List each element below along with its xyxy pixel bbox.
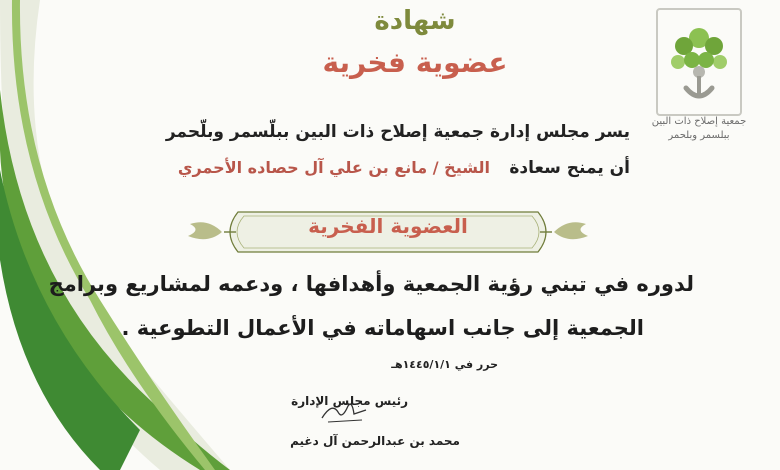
intro-text: يسر مجلس إدارة جمعية إصلاح ذات البين ببلّسمر وبلّحمر xyxy=(165,122,630,142)
recipient-name: الشيخ / مانع بن علي آل حصاده الأحمري xyxy=(177,158,490,177)
signatory-name: محمد بن عبدالرحمن آل دغيم xyxy=(290,434,460,448)
issue-date: حرر في ١٤٤٥/١/١هـ xyxy=(391,358,498,371)
reason-line-1: لدوره في تبني رؤية الجمعية وأهدافها ، ودعمه لمشاريع وبرامج xyxy=(48,272,694,296)
award-title: العضوية الفخرية xyxy=(308,214,468,238)
logo-caption-line-2: ببلسمر وبلحمر xyxy=(668,130,730,141)
tree-icon xyxy=(664,16,734,108)
certificate-subheading: عضوية فخرية xyxy=(322,46,508,79)
handwritten-signature xyxy=(318,398,370,426)
signatory-role: رئيس مجلس الإدارة xyxy=(291,394,408,408)
logo-caption-line-1: جمعية إصلاح ذات البين xyxy=(651,116,747,127)
certificate-heading: شهادة xyxy=(374,6,456,36)
grant-lead-text: أن يمنح سعادة xyxy=(509,158,630,178)
organization-logo xyxy=(656,8,742,120)
reason-line-2: الجمعية إلى جانب اسهاماته في الأعمال التطوعية . xyxy=(121,316,644,340)
